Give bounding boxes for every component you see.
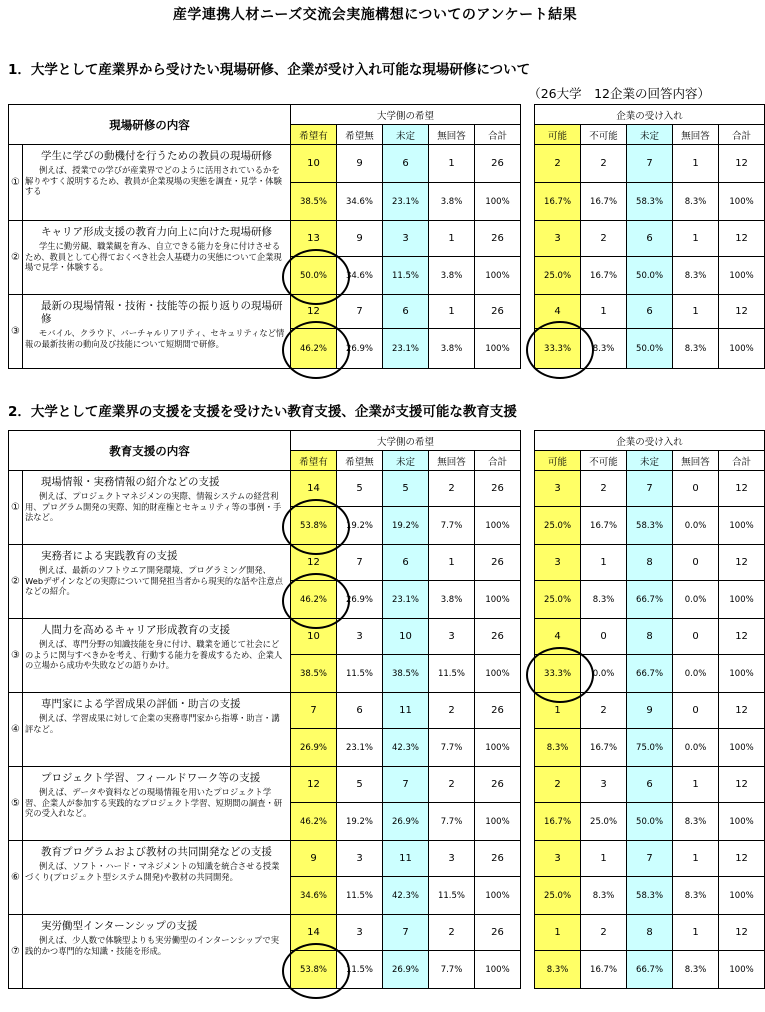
univ-pct-cell: 100% bbox=[475, 655, 521, 693]
comp-count-cell: 4 bbox=[535, 619, 581, 655]
univ-pct-cell: 26.9% bbox=[291, 729, 337, 767]
comp-count-cell: 12 bbox=[719, 545, 765, 581]
comp-col-header: 未定 bbox=[627, 125, 673, 145]
comp-pct-cell: 16.7% bbox=[535, 803, 581, 841]
univ-col-header: 希望無 bbox=[337, 125, 383, 145]
topic-header: 現場研修の内容 bbox=[9, 105, 291, 145]
univ-pct-cell: 53.8% bbox=[291, 951, 337, 989]
field-training-table bbox=[8, 104, 765, 369]
comp-pct-cell: 16.7% bbox=[581, 951, 627, 989]
comp-count-cell: 0 bbox=[673, 471, 719, 507]
comp-pct-cell: 0.0% bbox=[581, 655, 627, 693]
univ-pct-cell: 19.2% bbox=[337, 507, 383, 545]
comp-pct-cell: 25.0% bbox=[535, 257, 581, 295]
univ-count-cell: 3 bbox=[383, 221, 429, 257]
comp-count-cell: 2 bbox=[581, 471, 627, 507]
univ-count-cell: 10 bbox=[291, 145, 337, 183]
univ-count-cell: 14 bbox=[291, 471, 337, 507]
comp-pct-cell: 66.7% bbox=[627, 951, 673, 989]
comp-count-cell: 1 bbox=[673, 221, 719, 257]
comp-count-cell: 8 bbox=[627, 619, 673, 655]
univ-pct-cell: 34.6% bbox=[291, 877, 337, 915]
comp-count-cell: 2 bbox=[581, 915, 627, 951]
topic-name: 教育プログラムおよび教材の共同開発などの支援 bbox=[41, 846, 272, 858]
table-gap bbox=[521, 431, 535, 989]
comp-count-cell: 1 bbox=[673, 767, 719, 803]
univ-pct-cell: 19.2% bbox=[383, 507, 429, 545]
comp-pct-cell: 100% bbox=[719, 329, 765, 369]
univ-col-header: 未定 bbox=[383, 451, 429, 471]
comp-count-cell: 12 bbox=[719, 841, 765, 877]
univ-count-cell: 9 bbox=[337, 145, 383, 183]
topic-example: 例えば、少人数で体験型よりも実労働型のインターンシップで実践的かつ専門的な知識・技能を形成。 bbox=[25, 935, 279, 956]
univ-count-cell: 1 bbox=[429, 145, 475, 183]
topic-example: モバイル、クラウド、バーチャルリアリティ、セキュリティなど情報の最新技術の動向及び技能について短期間で研修。 bbox=[25, 328, 285, 349]
comp-pct-cell: 0.0% bbox=[673, 581, 719, 619]
comp-pct-cell: 16.7% bbox=[581, 183, 627, 221]
comp-pct-cell: 100% bbox=[719, 581, 765, 619]
univ-pct-cell: 34.6% bbox=[337, 257, 383, 295]
comp-pct-cell: 8.3% bbox=[673, 951, 719, 989]
univ-group-header: 大学側の希望 bbox=[291, 431, 521, 451]
comp-col-header: 未定 bbox=[627, 451, 673, 471]
comp-count-cell: 1 bbox=[581, 295, 627, 329]
comp-count-cell: 1 bbox=[535, 693, 581, 729]
univ-count-cell: 14 bbox=[291, 915, 337, 951]
univ-count-cell: 11 bbox=[383, 841, 429, 877]
topic-cell bbox=[23, 841, 291, 915]
univ-count-cell: 9 bbox=[291, 841, 337, 877]
comp-count-cell: 12 bbox=[719, 767, 765, 803]
comp-pct-cell: 50.0% bbox=[627, 329, 673, 369]
univ-pct-cell: 42.3% bbox=[383, 729, 429, 767]
comp-pct-cell: 25.0% bbox=[535, 877, 581, 915]
univ-pct-cell: 7.7% bbox=[429, 803, 475, 841]
univ-pct-cell: 11.5% bbox=[383, 257, 429, 295]
univ-count-cell: 6 bbox=[383, 545, 429, 581]
topic-name: プロジェクト学習、フィールドワーク等の支援 bbox=[41, 772, 261, 784]
univ-count-cell: 1 bbox=[429, 295, 475, 329]
univ-pct-cell: 11.5% bbox=[337, 655, 383, 693]
univ-pct-cell: 42.3% bbox=[383, 877, 429, 915]
univ-count-cell: 3 bbox=[337, 915, 383, 951]
row-number: ② bbox=[9, 545, 23, 619]
comp-pct-cell: 100% bbox=[719, 655, 765, 693]
univ-pct-cell: 7.7% bbox=[429, 951, 475, 989]
comp-pct-cell: 50.0% bbox=[627, 257, 673, 295]
comp-count-cell: 1 bbox=[673, 145, 719, 183]
comp-pct-cell: 0.0% bbox=[673, 729, 719, 767]
topic-cell bbox=[23, 221, 291, 295]
univ-col-header: 合計 bbox=[475, 451, 521, 471]
univ-col-header: 希望無 bbox=[337, 451, 383, 471]
comp-count-cell: 3 bbox=[581, 767, 627, 803]
comp-pct-cell: 25.0% bbox=[535, 581, 581, 619]
topic-cell bbox=[23, 767, 291, 841]
comp-col-header: 合計 bbox=[719, 451, 765, 471]
univ-count-cell: 26 bbox=[475, 767, 521, 803]
univ-pct-cell: 34.6% bbox=[337, 183, 383, 221]
univ-pct-cell: 11.5% bbox=[429, 877, 475, 915]
comp-pct-cell: 8.3% bbox=[673, 183, 719, 221]
univ-pct-cell: 100% bbox=[475, 877, 521, 915]
univ-count-cell: 7 bbox=[337, 295, 383, 329]
respondents-note: （26大学 12企業の回答内容） bbox=[528, 86, 710, 101]
comp-count-cell: 12 bbox=[719, 471, 765, 507]
univ-pct-cell: 100% bbox=[475, 257, 521, 295]
row-number: ① bbox=[9, 145, 23, 221]
comp-count-cell: 0 bbox=[673, 619, 719, 655]
univ-count-cell: 26 bbox=[475, 471, 521, 507]
univ-count-cell: 26 bbox=[475, 545, 521, 581]
univ-count-cell: 26 bbox=[475, 145, 521, 183]
comp-pct-cell: 16.7% bbox=[535, 183, 581, 221]
univ-count-cell: 26 bbox=[475, 619, 521, 655]
univ-count-cell: 6 bbox=[383, 295, 429, 329]
comp-count-cell: 2 bbox=[581, 145, 627, 183]
comp-col-header: 可能 bbox=[535, 125, 581, 145]
univ-pct-cell: 26.9% bbox=[337, 581, 383, 619]
row-number: ② bbox=[9, 221, 23, 295]
univ-pct-cell: 3.8% bbox=[429, 257, 475, 295]
topic-cell bbox=[23, 471, 291, 545]
comp-count-cell: 12 bbox=[719, 619, 765, 655]
topic-cell bbox=[23, 693, 291, 767]
univ-count-cell: 1 bbox=[429, 545, 475, 581]
univ-col-header: 未定 bbox=[383, 125, 429, 145]
univ-col-header: 希望有 bbox=[291, 451, 337, 471]
comp-pct-cell: 8.3% bbox=[581, 329, 627, 369]
comp-pct-cell: 100% bbox=[719, 507, 765, 545]
univ-pct-cell: 46.2% bbox=[291, 803, 337, 841]
comp-count-cell: 6 bbox=[627, 221, 673, 257]
comp-pct-cell: 50.0% bbox=[627, 803, 673, 841]
topic-example: 例えば、専門分野の知識技能を身に付け、職業を通じて社会にどのように関与すべきかを考え、行動する能力を養成するため、企業人の立場から成功や失敗などの語りかけ。 bbox=[25, 639, 283, 670]
univ-pct-cell: 23.1% bbox=[383, 329, 429, 369]
univ-col-header: 無回答 bbox=[429, 451, 475, 471]
comp-count-cell: 1 bbox=[581, 841, 627, 877]
comp-col-header: 不可能 bbox=[581, 125, 627, 145]
univ-pct-cell: 50.0% bbox=[291, 257, 337, 295]
univ-count-cell: 7 bbox=[291, 693, 337, 729]
univ-count-cell: 13 bbox=[291, 221, 337, 257]
comp-pct-cell: 66.7% bbox=[627, 581, 673, 619]
topic-name: 実務者による実践教育の支援 bbox=[41, 550, 178, 562]
univ-count-cell: 26 bbox=[475, 841, 521, 877]
comp-count-cell: 7 bbox=[627, 841, 673, 877]
comp-count-cell: 1 bbox=[535, 915, 581, 951]
univ-pct-cell: 26.9% bbox=[383, 803, 429, 841]
comp-count-cell: 3 bbox=[535, 841, 581, 877]
univ-pct-cell: 3.8% bbox=[429, 581, 475, 619]
comp-count-cell: 8 bbox=[627, 915, 673, 951]
topic-name: 人間力を高めるキャリア形成教育の支援 bbox=[41, 624, 230, 636]
univ-count-cell: 6 bbox=[383, 145, 429, 183]
univ-count-cell: 9 bbox=[337, 221, 383, 257]
univ-pct-cell: 46.2% bbox=[291, 581, 337, 619]
comp-count-cell: 8 bbox=[627, 545, 673, 581]
univ-count-cell: 2 bbox=[429, 471, 475, 507]
univ-count-cell: 3 bbox=[337, 841, 383, 877]
table-gap bbox=[521, 105, 535, 369]
comp-count-cell: 2 bbox=[581, 221, 627, 257]
comp-pct-cell: 8.3% bbox=[535, 951, 581, 989]
univ-pct-cell: 23.1% bbox=[337, 729, 383, 767]
comp-count-cell: 7 bbox=[627, 145, 673, 183]
univ-col-header: 希望有 bbox=[291, 125, 337, 145]
topic-example: 例えば、プロジェクトマネジメンの実際、情報システムの経営利用、プログラム開発の実際、知的財産権とセキュリティ等の事例・手法など。 bbox=[25, 491, 282, 522]
comp-col-header: 合計 bbox=[719, 125, 765, 145]
univ-pct-cell: 100% bbox=[475, 329, 521, 369]
univ-pct-cell: 46.2% bbox=[291, 329, 337, 369]
comp-count-cell: 7 bbox=[627, 471, 673, 507]
univ-pct-cell: 38.5% bbox=[291, 183, 337, 221]
comp-pct-cell: 100% bbox=[719, 729, 765, 767]
comp-count-cell: 2 bbox=[581, 693, 627, 729]
univ-pct-cell: 23.1% bbox=[383, 183, 429, 221]
univ-count-cell: 3 bbox=[429, 841, 475, 877]
univ-pct-cell: 23.1% bbox=[383, 581, 429, 619]
topic-example: 例えば、最新のソフトウエア開発環境、プログラミング開発、Webデザインなどの実際について開発担当者から現実的な話や注意点などの紹介。 bbox=[25, 565, 283, 596]
univ-pct-cell: 100% bbox=[475, 803, 521, 841]
comp-pct-cell: 8.3% bbox=[581, 877, 627, 915]
univ-col-header: 合計 bbox=[475, 125, 521, 145]
comp-pct-cell: 58.3% bbox=[627, 507, 673, 545]
comp-count-cell: 6 bbox=[627, 295, 673, 329]
row-number: ③ bbox=[9, 619, 23, 693]
comp-col-header: 不可能 bbox=[581, 451, 627, 471]
comp-count-cell: 0 bbox=[581, 619, 627, 655]
comp-pct-cell: 8.3% bbox=[535, 729, 581, 767]
univ-pct-cell: 38.5% bbox=[383, 655, 429, 693]
comp-pct-cell: 100% bbox=[719, 803, 765, 841]
comp-count-cell: 1 bbox=[673, 915, 719, 951]
section1-title: 1．大学として産業界から受けたい現場研修、企業が受け入れ可能な現場研修について bbox=[8, 62, 531, 78]
comp-pct-cell: 33.3% bbox=[535, 329, 581, 369]
comp-count-cell: 12 bbox=[719, 295, 765, 329]
comp-pct-cell: 58.3% bbox=[627, 877, 673, 915]
topic-cell bbox=[23, 619, 291, 693]
comp-pct-cell: 75.0% bbox=[627, 729, 673, 767]
univ-count-cell: 5 bbox=[337, 767, 383, 803]
comp-pct-cell: 8.3% bbox=[673, 329, 719, 369]
row-number: ③ bbox=[9, 295, 23, 369]
univ-count-cell: 5 bbox=[383, 471, 429, 507]
univ-pct-cell: 7.7% bbox=[429, 507, 475, 545]
comp-col-header: 無回答 bbox=[673, 125, 719, 145]
education-support-table bbox=[8, 430, 765, 989]
comp-count-cell: 12 bbox=[719, 915, 765, 951]
univ-count-cell: 12 bbox=[291, 295, 337, 329]
comp-count-cell: 3 bbox=[535, 221, 581, 257]
comp-count-cell: 3 bbox=[535, 545, 581, 581]
comp-pct-cell: 0.0% bbox=[673, 507, 719, 545]
comp-pct-cell: 58.3% bbox=[627, 183, 673, 221]
topic-example: 学生に勤労観、職業観を育み、自立できる能力を身に付けさせるため、教員として心得ておくべき社会人基礎力の実態について企業現場で見学・体験する。 bbox=[25, 241, 282, 272]
univ-pct-cell: 53.8% bbox=[291, 507, 337, 545]
comp-pct-cell: 100% bbox=[719, 877, 765, 915]
topic-name: 最新の現場情報・技術・技能等の振り返りの現場研修 bbox=[41, 300, 283, 325]
comp-count-cell: 9 bbox=[627, 693, 673, 729]
univ-count-cell: 7 bbox=[383, 767, 429, 803]
comp-col-header: 無回答 bbox=[673, 451, 719, 471]
univ-pct-cell: 7.7% bbox=[429, 729, 475, 767]
univ-count-cell: 2 bbox=[429, 915, 475, 951]
comp-pct-cell: 0.0% bbox=[673, 655, 719, 693]
univ-count-cell: 26 bbox=[475, 295, 521, 329]
univ-count-cell: 12 bbox=[291, 545, 337, 581]
topic-example: 例えば、データや資料などの現場情報を用いたプロジェクト学習、企業人が参加する実践的なプロジェクト学習、短期間の調査・研究の受入れなど。 bbox=[25, 787, 283, 818]
comp-pct-cell: 8.3% bbox=[673, 877, 719, 915]
comp-count-cell: 12 bbox=[719, 145, 765, 183]
univ-count-cell: 26 bbox=[475, 693, 521, 729]
univ-group-header: 大学側の希望 bbox=[291, 105, 521, 125]
univ-pct-cell: 3.8% bbox=[429, 329, 475, 369]
comp-group-header: 企業の受け入れ bbox=[535, 105, 765, 125]
univ-count-cell: 3 bbox=[337, 619, 383, 655]
univ-count-cell: 10 bbox=[383, 619, 429, 655]
comp-pct-cell: 8.3% bbox=[673, 803, 719, 841]
comp-pct-cell: 100% bbox=[719, 951, 765, 989]
topic-cell bbox=[23, 545, 291, 619]
univ-count-cell: 26 bbox=[475, 221, 521, 257]
univ-pct-cell: 11.5% bbox=[337, 877, 383, 915]
topic-name: 現場情報・実務情報の紹介などの支援 bbox=[41, 476, 220, 488]
univ-count-cell: 2 bbox=[429, 693, 475, 729]
univ-count-cell: 11 bbox=[383, 693, 429, 729]
univ-pct-cell: 100% bbox=[475, 507, 521, 545]
row-number: ④ bbox=[9, 693, 23, 767]
comp-count-cell: 2 bbox=[535, 145, 581, 183]
univ-pct-cell: 100% bbox=[475, 729, 521, 767]
univ-pct-cell: 11.5% bbox=[337, 951, 383, 989]
univ-count-cell: 7 bbox=[337, 545, 383, 581]
univ-count-cell: 6 bbox=[337, 693, 383, 729]
comp-count-cell: 2 bbox=[535, 767, 581, 803]
univ-count-cell: 7 bbox=[383, 915, 429, 951]
univ-count-cell: 2 bbox=[429, 767, 475, 803]
row-number: ⑤ bbox=[9, 767, 23, 841]
comp-pct-cell: 25.0% bbox=[581, 803, 627, 841]
comp-pct-cell: 25.0% bbox=[535, 507, 581, 545]
comp-count-cell: 6 bbox=[627, 767, 673, 803]
univ-pct-cell: 38.5% bbox=[291, 655, 337, 693]
comp-pct-cell: 66.7% bbox=[627, 655, 673, 693]
topic-cell bbox=[23, 295, 291, 369]
topic-header: 教育支援の内容 bbox=[9, 431, 291, 471]
row-number: ⑥ bbox=[9, 841, 23, 915]
topic-name: キャリア形成支援の教育力向上に向けた現場研修 bbox=[41, 226, 272, 238]
topic-example: 例えば、学習成果に対して企業の実務専門家から指導・助言・講評など。 bbox=[25, 713, 280, 734]
univ-pct-cell: 100% bbox=[475, 183, 521, 221]
page-title: 産学連携人材ニーズ交流会実施構想についてのアンケート結果 bbox=[172, 7, 578, 23]
topic-example: 例えば、授業での学びが産業界でどのように活用されているかを解りやすく説明するため、教員が企業現場の実態を調査・見学・体験する bbox=[25, 165, 282, 196]
comp-count-cell: 12 bbox=[719, 221, 765, 257]
univ-pct-cell: 26.9% bbox=[383, 951, 429, 989]
comp-count-cell: 3 bbox=[535, 471, 581, 507]
univ-pct-cell: 26.9% bbox=[337, 329, 383, 369]
comp-count-cell: 1 bbox=[581, 545, 627, 581]
comp-count-cell: 1 bbox=[673, 295, 719, 329]
comp-count-cell: 4 bbox=[535, 295, 581, 329]
topic-cell bbox=[23, 145, 291, 221]
topic-example: 例えば、ソフト・ハード・マネジメントの知識を統合させる授業づくり(プロジェクト型システム開発)や教材の共同開発。 bbox=[25, 861, 280, 882]
univ-count-cell: 1 bbox=[429, 221, 475, 257]
univ-count-cell: 10 bbox=[291, 619, 337, 655]
comp-col-header: 可能 bbox=[535, 451, 581, 471]
comp-count-cell: 12 bbox=[719, 693, 765, 729]
topic-name: 専門家による学習成果の評価・助言の支援 bbox=[41, 698, 241, 710]
univ-pct-cell: 100% bbox=[475, 951, 521, 989]
comp-pct-cell: 100% bbox=[719, 183, 765, 221]
univ-pct-cell: 3.8% bbox=[429, 183, 475, 221]
comp-pct-cell: 100% bbox=[719, 257, 765, 295]
comp-pct-cell: 8.3% bbox=[673, 257, 719, 295]
univ-count-cell: 26 bbox=[475, 915, 521, 951]
comp-pct-cell: 33.3% bbox=[535, 655, 581, 693]
univ-count-cell: 5 bbox=[337, 471, 383, 507]
comp-pct-cell: 8.3% bbox=[581, 581, 627, 619]
univ-count-cell: 12 bbox=[291, 767, 337, 803]
univ-pct-cell: 19.2% bbox=[337, 803, 383, 841]
topic-name: 学生に学びの動機付を行うための教員の現場研修 bbox=[41, 150, 272, 162]
comp-pct-cell: 16.7% bbox=[581, 507, 627, 545]
row-number: ⑦ bbox=[9, 915, 23, 989]
row-number: ① bbox=[9, 471, 23, 545]
section2-title: 2．大学として産業界の支援を支援を受けたい教育支援、企業が支援可能な教育支援 bbox=[8, 404, 517, 420]
comp-count-cell: 1 bbox=[673, 841, 719, 877]
comp-pct-cell: 16.7% bbox=[581, 257, 627, 295]
comp-count-cell: 0 bbox=[673, 545, 719, 581]
comp-count-cell: 0 bbox=[673, 693, 719, 729]
univ-pct-cell: 100% bbox=[475, 581, 521, 619]
univ-count-cell: 3 bbox=[429, 619, 475, 655]
topic-cell bbox=[23, 915, 291, 989]
comp-group-header: 企業の受け入れ bbox=[535, 431, 765, 451]
univ-pct-cell: 11.5% bbox=[429, 655, 475, 693]
comp-pct-cell: 16.7% bbox=[581, 729, 627, 767]
univ-col-header: 無回答 bbox=[429, 125, 475, 145]
topic-name: 実労働型インターンシップの支援 bbox=[41, 920, 198, 932]
